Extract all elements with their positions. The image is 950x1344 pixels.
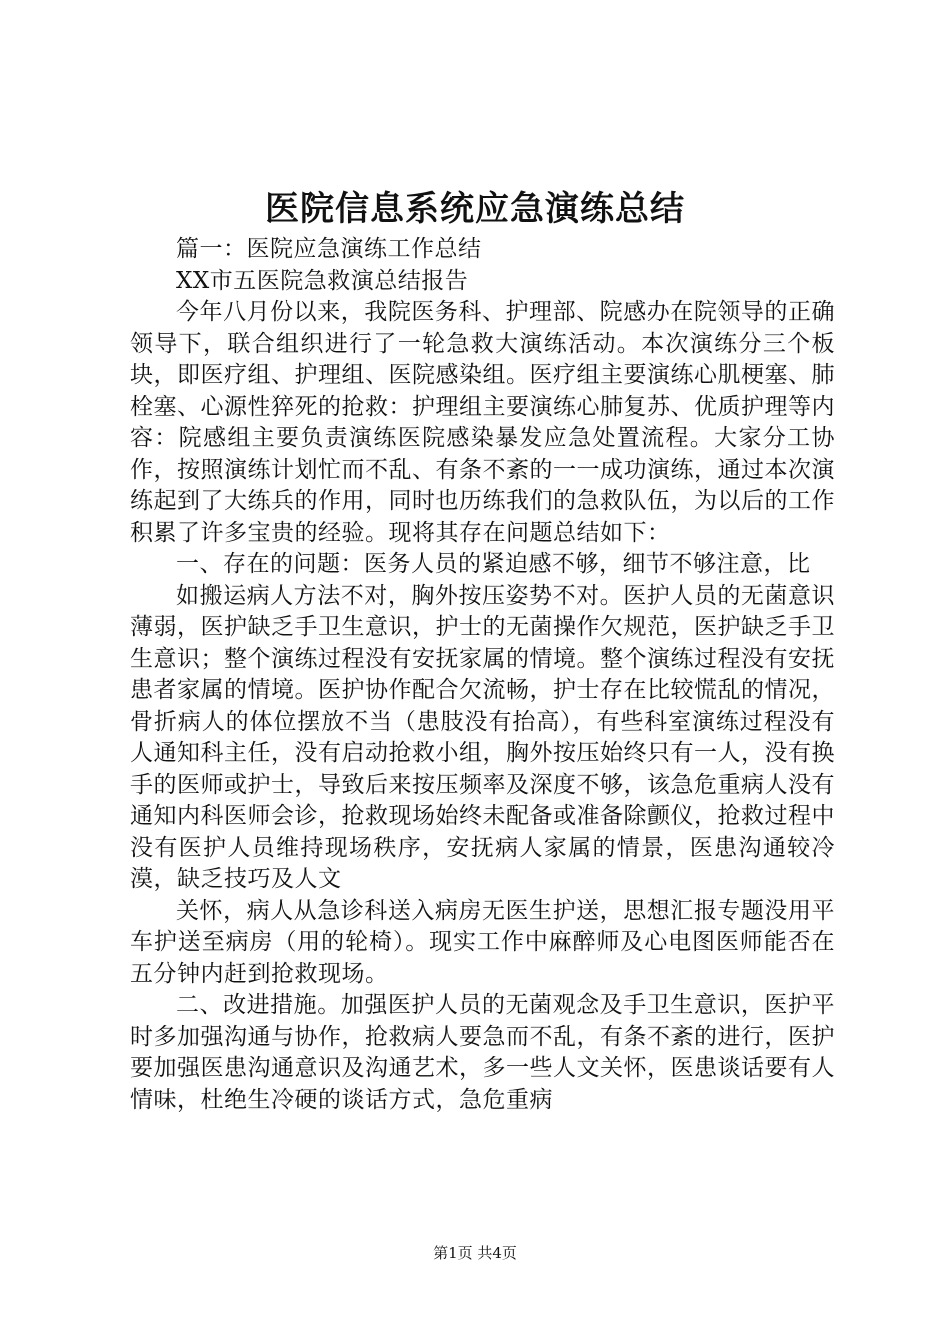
body-paragraph: 二、改进措施。加强医护人员的无菌观念及手卫生意识，医护平时多加强沟通与协作，抢救病人要急而不乱，有条不紊的进行，医护要加强医患沟通意识及沟通艺术，多一些人文关怀，医患谈话要有人情味，杜绝生冷硬的谈话方式，急危重病 — [130, 992, 835, 1113]
document-body — [130, 234, 835, 1116]
report-subtitle: XX市五医院急救演总结报告 — [176, 267, 469, 294]
body-paragraph: 一、存在的问题：医务人员的紧迫感不够，细节不够注意，比 — [176, 551, 811, 577]
body-paragraph: 今年八月份以来，我院医务科、护理部、院感办在院领导的正确领导下，联合组织进行了一轮急救大演练活动。本次演练分三个板块，即医疗组、护理组、医院感染组。医疗组主要演练心肌梗塞、肺栓塞、心源性猝死的抢救：护理组主要演练心肺复苏、优质护理等内容：院感组主要负责演练医院感染暴发应急处置流程。大家分工协作，按照演练计划忙而不乱、有条不紊的一一成功演练，通过本次演练起到了大练兵的作用，同时也历练我们的急救队伍，为以后的工作积累了许多宝贵的经验。现将其存在问题总结如下： — [130, 299, 835, 546]
section-heading: 篇一：医院应急演练工作总结 — [176, 236, 482, 262]
body-paragraph: 关怀，病人从急诊科送入病房无医生护送，思想汇报专题没用平车护送至病房（用的轮椅）。现实工作中麻醉师及心电图医师能否在五分钟内赶到抢救现场。 — [130, 897, 835, 987]
page-footer: 第1页 共4页 — [433, 1244, 517, 1262]
body-paragraph: 如搬运病人方法不对，胸外按压姿势不对。医护人员的无菌意识薄弱，医护缺乏手卫生意识，护士的无菌操作欠规范，医护缺乏手卫生意识；整个演练过程没有安抚家属的情境。整个演练过程没有安抚患者家属的情境。医护协作配合欠流畅，护士存在比较慌乱的情况，骨折病人的体位摆放不当（患肢没有抬高），有些科室演练过程没有人通知科主任，没有启动抢救小组，胸外按压始终只有一人，没有换手的医师或护士，导致后来按压频率及深度不够，该急危重病人没有通知内科医师会诊，抢救现场始终未配备或准备除颤仪，抢救过程中没有医护人员维持现场秩序，安抚病人家属的情景，医患沟通较冷漠，缺乏技巧及人文 — [130, 582, 835, 892]
document-title: 医院信息系统应急演练总结 — [265, 189, 685, 229]
